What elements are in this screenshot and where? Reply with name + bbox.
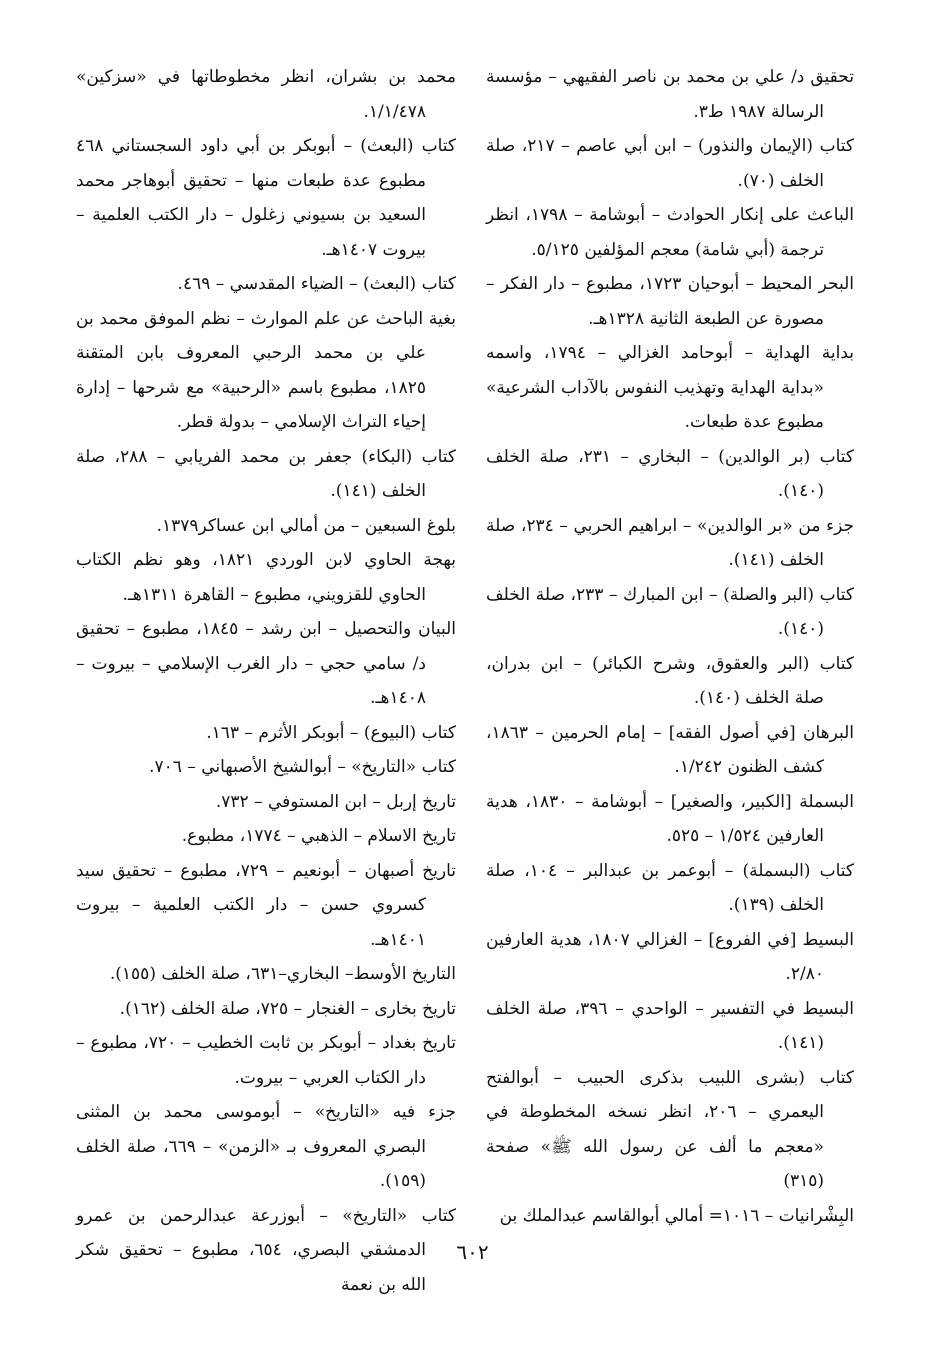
left-column: [76, 60, 456, 1302]
index-entry: التاريخ الأوسط– البخاري–٦٣١، صلة الخلف (١٥٥).: [109, 964, 456, 984]
index-entry: كتاب (البيوع) – أبوبكر الأثرم – ١٦٣.: [206, 722, 456, 743]
index-entry: تاريخ أصبهان – أبونعيم – ٧٢٩، مطبوع – تحقيق سيد كسروي حسن – دار الكتب العلمية – بيروت ١٤٠١هـ.: [76, 860, 456, 950]
index-entry: كتاب (البسملة) – أبوعمر بن عبدالبر – ١٠٤، صلة الخلف (١٣٩).: [486, 860, 854, 915]
index-entry: بلوغ السبعين – من أمالي ابن عساكر١٣٧٩.: [156, 515, 456, 536]
index-entry: البحر المحيط – أبوحيان ١٧٢٣، مطبوع – دار الفكر – مصورة عن الطبعة الثانية ١٣٢٨هـ.: [486, 274, 855, 329]
index-entry: تاريخ بخارى – الغنجار – ٧٢٥، صلة الخلف (١٦٢).: [119, 998, 456, 1019]
index-entry: الباعث على إنكار الحوادث – أبوشامة – ١٧٩٨، انظر ترجمة (أبي شامة) معجم المؤلفين ٥/١٢٥.: [486, 205, 855, 260]
index-entry: بهجة الحاوي لابن الوردي ١٨٢١، وهو نظم الكتاب الحاوي للقزويني، مطبوع – القاهرة ١٣١١هـ.: [76, 550, 456, 605]
right-column: [486, 60, 854, 1233]
index-entry: كتاب (البعث) – الضياء المقدسي – ٤٦٩.: [177, 274, 456, 294]
index-entry: كتاب (البكاء) جعفر بن محمد الفريابي – ٢٨٨، صلة الخلف (١٤١).: [76, 446, 456, 501]
index-entry: بداية الهداية – أبوحامد الغزالي – ١٧٩٤، واسمه «بداية الهداية وتهذيب النفوس بالآداب الشرعية» مطبوع عدة طبعات.: [486, 343, 854, 432]
index-entry: البرهان [في أصول الفقه] – إمام الحرمين – ١٨٦٣، كشف الظنون ١/٢٤٢.: [486, 722, 854, 777]
index-entry: كتاب (البر والعقوق، وشرح الكبائر) – ابن بدران، صلة الخلف (١٤٠).: [486, 653, 854, 708]
index-entry: بغية الباحث عن علم الموارث – نظم الموفق محمد بن علي بن محمد الرحبي المعروف بابن المتقنة ١٨٢٥، مطبوع باسم «الرحبية» مع شرحها – إدارة إحياء التراث الإسلامي – بدولة قطر.: [76, 308, 456, 432]
index-entry: تحقيق د/ علي بن محمد بن ناصر الفقيهي – مؤسسة الرسالة ١٩٨٧ ط٣.: [486, 67, 854, 122]
index-entry: جزء فيه «التاريخ» – أبوموسى محمد بن المثنى البصري المعروف بـ «الزمن» – ٦٦٩، صلة الخلف (١٥٩).: [76, 1102, 456, 1191]
index-entry: كتاب (البر والصلة) – ابن المبارك – ٢٣٣، صلة الخلف (١٤٠).: [486, 584, 854, 639]
page-number: ٦٠٢: [456, 1240, 489, 1264]
index-entry: البِشْرانيات – ١٠١٦= أمالي أبوالقاسم عبدالملك بن: [499, 1205, 854, 1226]
index-entry: كتاب (الإيمان والنذور) – ابن أبي عاصم – ٢١٧، صلة الخلف (٧٠).: [486, 136, 854, 191]
index-entry: كتاب «التاريخ» – أبوالشيخ الأصبهاني – ٧٠٦.: [149, 757, 456, 777]
index-entry: البسملة [الكبير، والصغير] – أبوشامة – ١٨٣٠، هدية العارفين ١/٥٢٤ – ٥٢٥.: [486, 791, 854, 846]
index-entry: محمد بن بشران، انظر مخطوطاتها في «سزكين» ١/١/٤٧٨.: [76, 67, 456, 122]
index-entry: تاريخ بغداد – أبوبكر بن ثابت الخطيب – ٧٢٠، مطبوع – دار الكتاب العربي – بيروت.: [76, 1033, 456, 1088]
index-entry: كتاب (البعث) – أبوبكر بن أبي داود السجستاني ٤٦٨ مطبوع عدة طبعات منها – تحقيق أبوهاجر محمد السعيد بن بسيوني زغلول – دار الكتب العلمية – بيروت ١٤٠٧هـ.: [76, 136, 456, 260]
index-entry: كتاب «التاريخ» – أبوزرعة عبدالرحمن بن عمرو الدمشقي البصري، ٦٥٤، مطبوع – تحقيق شكر الله بن نعمة: [76, 1205, 456, 1295]
index-entry: البسيط في التفسير – الواحدي – ٣٩٦، صلة الخلف (١٤١).: [486, 998, 854, 1053]
index-entry: كتاب (بر الوالدين) – البخاري – ٢٣١، صلة الخلف (١٤٠).: [486, 446, 855, 501]
index-entry: تاريخ الاسلام – الذهبي – ١٧٧٤، مطبوع.: [181, 826, 456, 846]
index-entry: البيان والتحصيل – ابن رشد – ١٨٤٥، مطبوع – تحقيق د/ سامي حجي – دار الغرب الإسلامي – بيروت – ١٤٠٨هـ.: [76, 619, 457, 708]
index-entry: البسيط [في الفروع] – الغزالي ١٨٠٧، هدية العارفين ٢/٨٠.: [486, 929, 854, 984]
index-entry: جزء من «بر الوالدين» – ابراهيم الحربي – ٢٣٤، صلة الخلف (١٤١).: [486, 515, 854, 570]
index-entry: كتاب (بشرى اللبيب بذكرى الحبيب – أبوالفتح اليعمري – ٢٠٦، انظر نسخه المخطوطة في «معجم ما ألف عن رسول الله ﷺ» صفحة (٣١٥): [486, 1067, 854, 1191]
index-entry: تاريخ إربل – ابن المستوفي – ٧٣٢.: [215, 791, 456, 812]
